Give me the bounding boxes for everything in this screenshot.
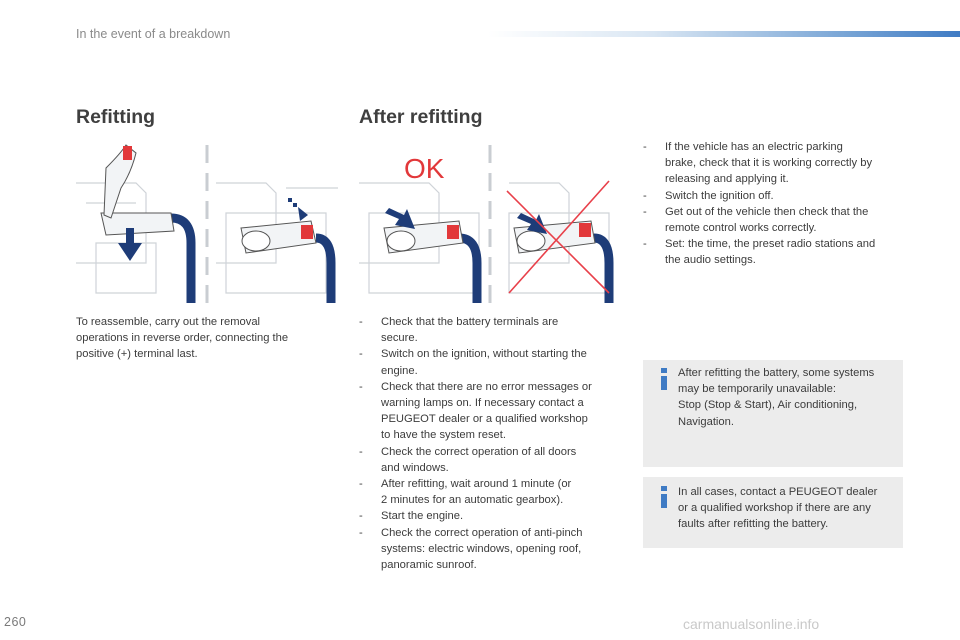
text-line: - Check the correct operation of anti-pinch [381, 526, 583, 539]
text-line: and windows. [381, 461, 449, 474]
watermark-url: carmanualsonline.info [683, 616, 820, 632]
text-line: or a qualified workshop if there are any [678, 502, 871, 515]
list-item [359, 314, 629, 346]
list-item [359, 444, 629, 476]
list-item [643, 204, 913, 236]
text-line: Stop (Stop & Start), Air conditioning, [678, 399, 858, 412]
text-line: Navigation. [678, 415, 734, 428]
text-line: - Start the engine. [381, 510, 464, 523]
info-box-systems [643, 360, 903, 467]
list-item [643, 236, 913, 268]
text-line: - Switch the ignition off. [665, 189, 774, 202]
text-line: the audio settings. [665, 254, 756, 267]
text-line: - Switch on the ignition, without starting the [381, 348, 587, 361]
text-line: - Set: the time, the preset radio stations and [665, 238, 876, 251]
text-line: positive (+) terminal last. [76, 348, 198, 361]
text-line: may be temporarily unavailable: [678, 383, 836, 396]
chapter-title: In the event of a breakdown [76, 27, 231, 41]
after-refitting-heading: After refitting [359, 106, 483, 128]
info-icon [653, 367, 675, 391]
list-item [643, 139, 913, 188]
after-refitting-illustration [359, 143, 614, 303]
text-line: releasing and applying it. [665, 173, 789, 186]
text-line: - After refitting, wait around 1 minute (or [381, 478, 572, 491]
list-item [359, 508, 629, 524]
text-line: systems: electric windows, opening roof, [381, 542, 582, 555]
list-item [643, 188, 913, 204]
list-item [359, 476, 629, 508]
text-line: engine. [381, 364, 418, 377]
text-line: 2 minutes for an automatic gearbox). [381, 494, 564, 507]
text-line: - Check that there are no error messages or [381, 380, 592, 393]
refitting-illustration [76, 143, 338, 303]
text-line: secure. [381, 332, 418, 345]
text-line: panoramic sunroof. [381, 559, 477, 572]
text-line: - Check that the battery terminals are [381, 316, 559, 328]
info-icon [653, 485, 675, 509]
refitting-heading: Refitting [76, 106, 156, 128]
text-line: to have the system reset. [381, 429, 506, 442]
list-item [359, 346, 629, 378]
text-line: remote control works correctly. [665, 222, 817, 235]
text-line: In all cases, contact a PEUGEOT dealer [678, 486, 878, 498]
text-line: - Check the correct operation of all doors [381, 445, 577, 458]
page-number: 260 [4, 615, 27, 629]
text-line: faults after refitting the battery. [678, 518, 829, 531]
text-line: PEUGEOT dealer or a qualified workshop [381, 413, 588, 426]
refitting-paragraph [76, 314, 326, 363]
text-line: After refitting the battery, some systems [678, 367, 875, 379]
text-line: - If the vehicle has an electric parking [665, 141, 843, 153]
after-refitting-right-list [643, 139, 913, 269]
text-line: operations in reverse order, connecting the [76, 332, 289, 345]
text-line: - Get out of the vehicle then check that the [665, 205, 869, 218]
list-item [359, 379, 629, 444]
list-item [359, 525, 629, 574]
text-line: To reassemble, carry out the removal [76, 316, 261, 328]
text-line: brake, check that it is working correctly by [665, 157, 873, 170]
ok-label: OK [404, 153, 445, 184]
after-refitting-checklist [359, 314, 629, 573]
info-box-contact [643, 477, 903, 548]
header-accent-bar [488, 31, 960, 37]
text-line: warning lamps on. If necessary contact a [381, 397, 584, 410]
